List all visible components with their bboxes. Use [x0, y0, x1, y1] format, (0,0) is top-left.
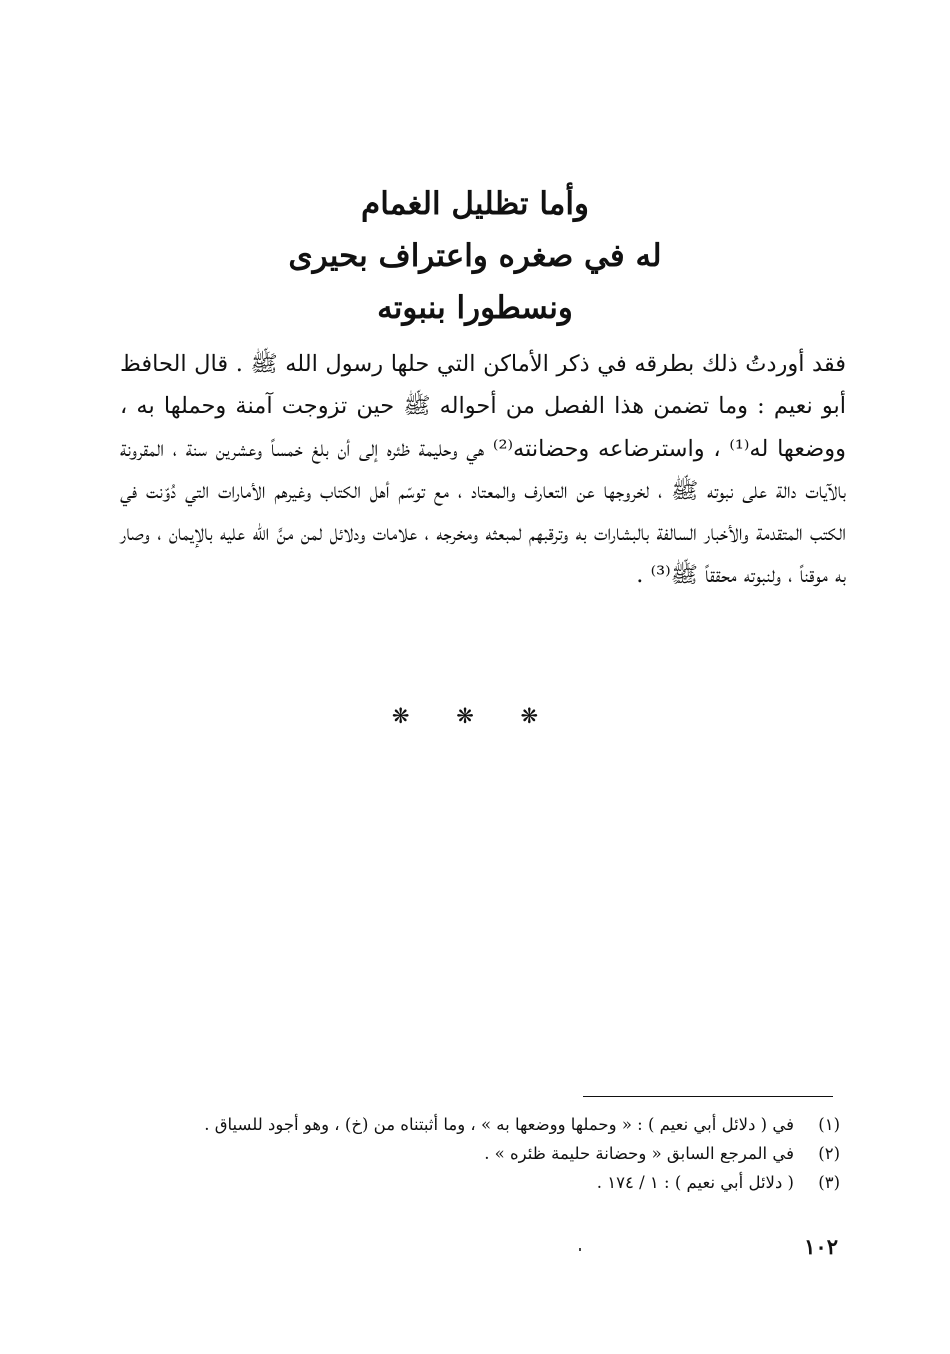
page-number: ١٠٢: [804, 1234, 838, 1259]
scan-speck: [579, 1248, 581, 1251]
section-separator: ❋ ❋ ❋: [391, 704, 559, 728]
title-line-1: وأما تظليل الغمام: [361, 186, 589, 222]
footnote-rule: [583, 1096, 833, 1097]
footnote-number: (٢): [818, 1144, 840, 1163]
chapter-title: [0, 178, 950, 334]
footnote-3: [120, 1168, 840, 1197]
title-line-3: ونسطورا بنبوته: [377, 290, 573, 326]
title-line-2: له في صغره واعتراف بحيرى: [288, 238, 662, 274]
footnote-2: [120, 1139, 840, 1168]
footnote-text: في ( دلائل أبي نعيم ) : « وحملها ووضعها به » ، وما أثبتناه من (خ) ، وهو أجود للسياق .: [204, 1115, 794, 1134]
body-paragraph: فقد أوردتُ ذلك بطرقه في ذكر الأماكن التي حلها رسول الله ﷺ . قال الحافظ أبو نعيم : وما تضمن هذا الفصل من أحواله ﷺ حين تزوجت آمنة وحملها به ، ووضعها له⁽¹⁾ ، واسترضاعه وحضانته⁽²⁾ هي وحليمة ظئره إلى أن بلغ خمساً وعشرين سنة ، المقرونة بالآيات دالة على نبوته ﷺ ، لخروجها عن التعارف والمعتاد ، مع توسّم أهل الكتاب وغيرهم الأمارات التي دُوّنت في الكتب المتقدمة والأخبار السالفة بالبشارات به وترقبهم لمبعثه ومخرجه ، علامات ودلائل لمن منَّ الله عليه بالإيمان ، وصار به موقناً ، ولنبوته محققاً ﷺ⁽³⁾ .: [120, 351, 846, 589]
footnote-number: (٣): [818, 1173, 840, 1192]
footnote-1: [120, 1110, 840, 1139]
footnote-text: ( دلائل أبي نعيم ) : ١ / ١٧٤ .: [596, 1173, 794, 1192]
footnotes: [120, 1110, 840, 1197]
body-text: [120, 343, 846, 597]
footnote-number: (١): [818, 1115, 840, 1134]
footnote-text: في المرجع السابق « وحضانة حليمة ظئره » .: [484, 1144, 794, 1163]
